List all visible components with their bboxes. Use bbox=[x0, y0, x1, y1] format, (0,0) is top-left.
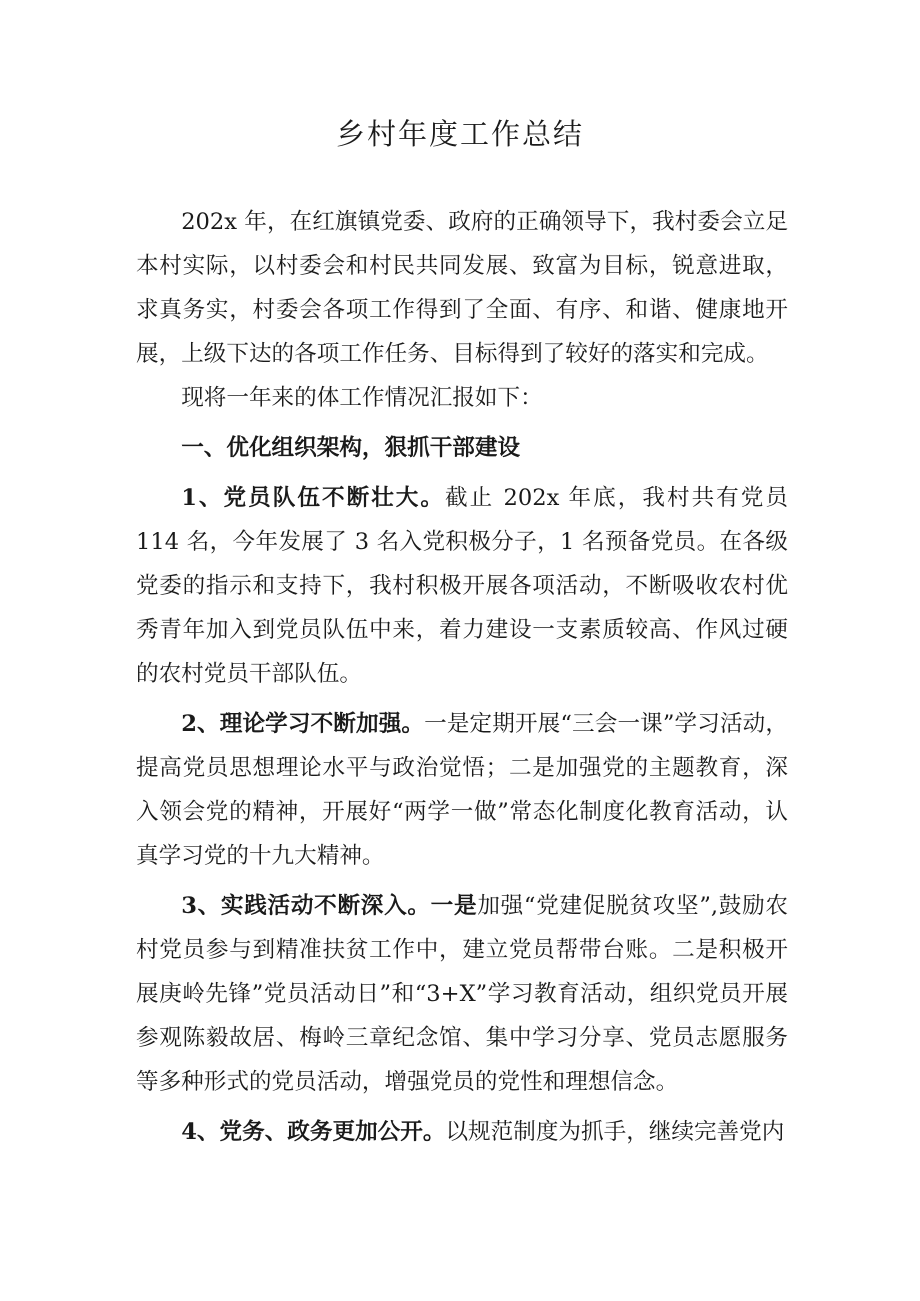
item-lead: 3、实践活动不断深入。一是 bbox=[181, 893, 478, 919]
item-paragraph-1 bbox=[136, 476, 788, 696]
item-lead: 4、党务、政务更加公开。 bbox=[181, 1119, 446, 1145]
item-lead: 1、党员队伍不断壮大。 bbox=[181, 485, 446, 511]
item-paragraph-2 bbox=[136, 702, 788, 878]
item-text: 一是定期开展“三会一课”学习活动，提高党员思想理论水平与政治觉悟；二是加强党的主题教育，深入领会党的精神，开展好“两学一做”常态化制度化教育活动，认真学习党的十九大精神。 bbox=[136, 711, 788, 869]
item-lead: 2、理论学习不断加强。 bbox=[181, 711, 425, 737]
item-paragraph-3 bbox=[136, 884, 788, 1104]
document-title: 乡村年度工作总结 bbox=[335, 117, 584, 151]
summary-line: 现将一年来的体工作情况汇报如下： bbox=[181, 385, 543, 411]
item-text: 加强“党建促脱贫攻坚”,鼓励农村党员参与到精准扶贫工作中，建立党员帮带台账。二是积极开展庚岭先锋”党员活动日”和“3+X”学习教育活动，组织党员开展参观陈毅故居、梅岭三章纪念馆、集中学习分享、党员志愿服务等多种形式的党员活动，增强党员的党性和理想信念。 bbox=[136, 893, 788, 1095]
item-paragraph-4 bbox=[136, 1110, 788, 1154]
intro-paragraph: 202x 年，在红旗镇党委、政府的正确领导下，我村委会立足本村实际，以村委会和村民共同发展、致富为目标，锐意进取，求真务实，村委会各项工作得到了全面、有序、和谐、健康地开展，上级下达的各项工作任务、目标得到了较好的落实和完成。 bbox=[136, 209, 788, 367]
document-body bbox=[136, 200, 788, 1154]
item-text: 以规范制度为抓手，继续完善党内 bbox=[445, 1119, 785, 1145]
item-text: 截止 202x 年底，我村共有党员 114 名，今年发展了 3 名入党积极分子，1 名预备党员。在各级党委的指示和支持下，我村积极开展各项活动，不断吸收农村优秀青年加入到党员队伍中来，着力建设一支素质较高、作风过硬的农村党员干部队伍。 bbox=[136, 485, 788, 687]
section-heading: 一、优化组织架构，狠抓干部建设 bbox=[181, 435, 521, 461]
